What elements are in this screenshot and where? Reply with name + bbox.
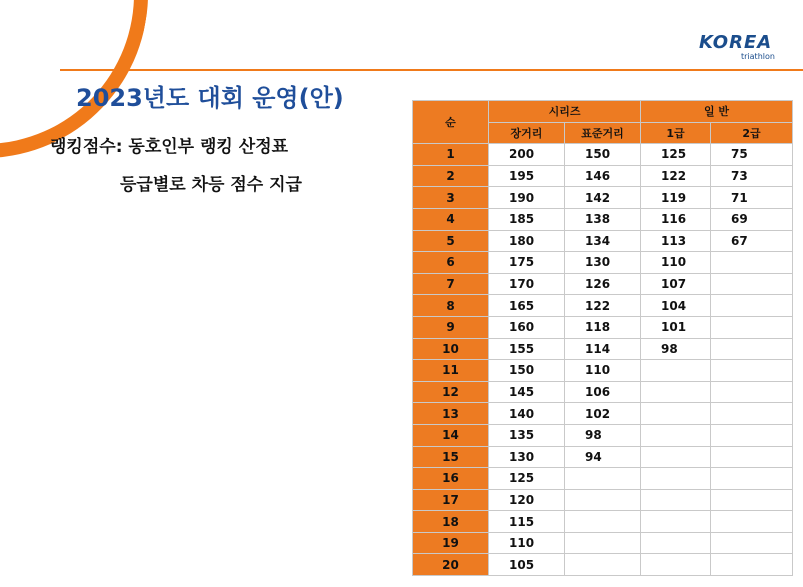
grade2-cell [711, 554, 793, 576]
standard-distance-cell: 150 [565, 144, 641, 166]
grade1-cell [641, 489, 711, 511]
long-distance-cell: 170 [489, 273, 565, 295]
general-group-header: 일 반 [641, 101, 793, 123]
table-row [413, 554, 793, 576]
standard-distance-cell: 130 [565, 252, 641, 274]
table-row [413, 360, 793, 382]
grade1-cell: 101 [641, 316, 711, 338]
ranking-points-table [412, 100, 793, 576]
grade2-cell: 67 [711, 230, 793, 252]
table-row [413, 144, 793, 166]
long-distance-cell: 150 [489, 360, 565, 382]
long-distance-cell: 140 [489, 403, 565, 425]
grade1-cell: 116 [641, 208, 711, 230]
rank-cell: 19 [413, 532, 489, 554]
table-row [413, 446, 793, 468]
grade1-cell [641, 403, 711, 425]
grade2-cell [711, 252, 793, 274]
rank-cell: 16 [413, 468, 489, 490]
table-row [413, 381, 793, 403]
grade1-cell: 122 [641, 165, 711, 187]
long-distance-cell: 185 [489, 208, 565, 230]
table-row [413, 532, 793, 554]
standard-distance-cell [565, 532, 641, 554]
long-distance-cell: 165 [489, 295, 565, 317]
page-title: 2023년도 대회 운영(안) [76, 84, 344, 112]
long-distance-cell: 155 [489, 338, 565, 360]
table-row [413, 273, 793, 295]
grade1-cell [641, 424, 711, 446]
table-row [413, 468, 793, 490]
rank-cell: 13 [413, 403, 489, 425]
header-divider [60, 69, 803, 71]
long-distance-cell: 195 [489, 165, 565, 187]
table-row [413, 403, 793, 425]
rank-cell: 6 [413, 252, 489, 274]
rank-cell: 9 [413, 316, 489, 338]
series-group-header: 시리즈 [489, 101, 641, 123]
standard-distance-cell: 134 [565, 230, 641, 252]
rank-header: 순 [413, 101, 489, 144]
long-distance-cell: 145 [489, 381, 565, 403]
rank-cell: 15 [413, 446, 489, 468]
grade2-cell [711, 381, 793, 403]
table-row [413, 187, 793, 209]
table-row [413, 338, 793, 360]
standard-distance-cell [565, 511, 641, 533]
grade1-cell [641, 511, 711, 533]
grade2-header: 2급 [711, 122, 793, 144]
table-row [413, 511, 793, 533]
standard-distance-cell: 110 [565, 360, 641, 382]
grade1-header: 1급 [641, 122, 711, 144]
table-row [413, 489, 793, 511]
rank-cell: 1 [413, 144, 489, 166]
grade2-cell [711, 295, 793, 317]
standard-distance-cell: 122 [565, 295, 641, 317]
standard-distance-header: 표준거리 [565, 122, 641, 144]
long-distance-cell: 200 [489, 144, 565, 166]
grade2-cell [711, 424, 793, 446]
grade1-cell: 119 [641, 187, 711, 209]
long-distance-cell: 115 [489, 511, 565, 533]
standard-distance-cell: 94 [565, 446, 641, 468]
grade-description: 등급별로 차등 점수 지급 [120, 175, 302, 195]
table-row [413, 295, 793, 317]
long-distance-cell: 110 [489, 532, 565, 554]
grade2-cell [711, 403, 793, 425]
grade1-cell [641, 468, 711, 490]
rank-cell: 12 [413, 381, 489, 403]
grade1-cell: 104 [641, 295, 711, 317]
grade2-cell [711, 468, 793, 490]
grade2-cell [711, 511, 793, 533]
rank-cell: 8 [413, 295, 489, 317]
grade1-cell [641, 532, 711, 554]
standard-distance-cell [565, 468, 641, 490]
standard-distance-cell: 126 [565, 273, 641, 295]
grade1-cell [641, 360, 711, 382]
grade1-cell [641, 446, 711, 468]
standard-distance-cell [565, 554, 641, 576]
rank-cell: 10 [413, 338, 489, 360]
long-distance-cell: 130 [489, 446, 565, 468]
long-distance-cell: 135 [489, 424, 565, 446]
rank-cell: 20 [413, 554, 489, 576]
table-row [413, 208, 793, 230]
standard-distance-cell [565, 489, 641, 511]
grade1-cell: 98 [641, 338, 711, 360]
rank-cell: 3 [413, 187, 489, 209]
standard-distance-cell: 142 [565, 187, 641, 209]
grade2-cell [711, 446, 793, 468]
grade1-cell [641, 554, 711, 576]
rank-cell: 14 [413, 424, 489, 446]
standard-distance-cell: 138 [565, 208, 641, 230]
rank-cell: 7 [413, 273, 489, 295]
logo-wordmark: KOREA [699, 32, 773, 53]
table-row [413, 165, 793, 187]
long-distance-cell: 180 [489, 230, 565, 252]
standard-distance-cell: 98 [565, 424, 641, 446]
long-distance-header: 장거리 [489, 122, 565, 144]
table-row [413, 252, 793, 274]
grade1-cell: 113 [641, 230, 711, 252]
standard-distance-cell: 118 [565, 316, 641, 338]
grade2-cell [711, 273, 793, 295]
rank-cell: 5 [413, 230, 489, 252]
grade1-cell: 107 [641, 273, 711, 295]
long-distance-cell: 120 [489, 489, 565, 511]
long-distance-cell: 175 [489, 252, 565, 274]
ranking-description: 랭킹점수: 동호인부 랭킹 산정표 [50, 137, 289, 157]
long-distance-cell: 190 [489, 187, 565, 209]
grade1-cell: 125 [641, 144, 711, 166]
grade2-cell [711, 360, 793, 382]
rank-cell: 2 [413, 165, 489, 187]
rank-cell: 11 [413, 360, 489, 382]
rank-cell: 17 [413, 489, 489, 511]
standard-distance-cell: 102 [565, 403, 641, 425]
long-distance-cell: 125 [489, 468, 565, 490]
table-row [413, 316, 793, 338]
long-distance-cell: 160 [489, 316, 565, 338]
grade2-cell [711, 489, 793, 511]
standard-distance-cell: 114 [565, 338, 641, 360]
grade2-cell: 73 [711, 165, 793, 187]
standard-distance-cell: 106 [565, 381, 641, 403]
logo-subtext: triathlon [741, 52, 775, 61]
rank-cell: 18 [413, 511, 489, 533]
rank-cell: 4 [413, 208, 489, 230]
table-row [413, 230, 793, 252]
grade2-cell [711, 338, 793, 360]
grade1-cell [641, 381, 711, 403]
grade2-cell [711, 532, 793, 554]
grade2-cell: 69 [711, 208, 793, 230]
standard-distance-cell: 146 [565, 165, 641, 187]
grade2-cell [711, 316, 793, 338]
grade1-cell: 110 [641, 252, 711, 274]
grade2-cell: 71 [711, 187, 793, 209]
grade2-cell: 75 [711, 144, 793, 166]
korea-triathlon-logo [693, 30, 783, 64]
table-row [413, 424, 793, 446]
long-distance-cell: 105 [489, 554, 565, 576]
